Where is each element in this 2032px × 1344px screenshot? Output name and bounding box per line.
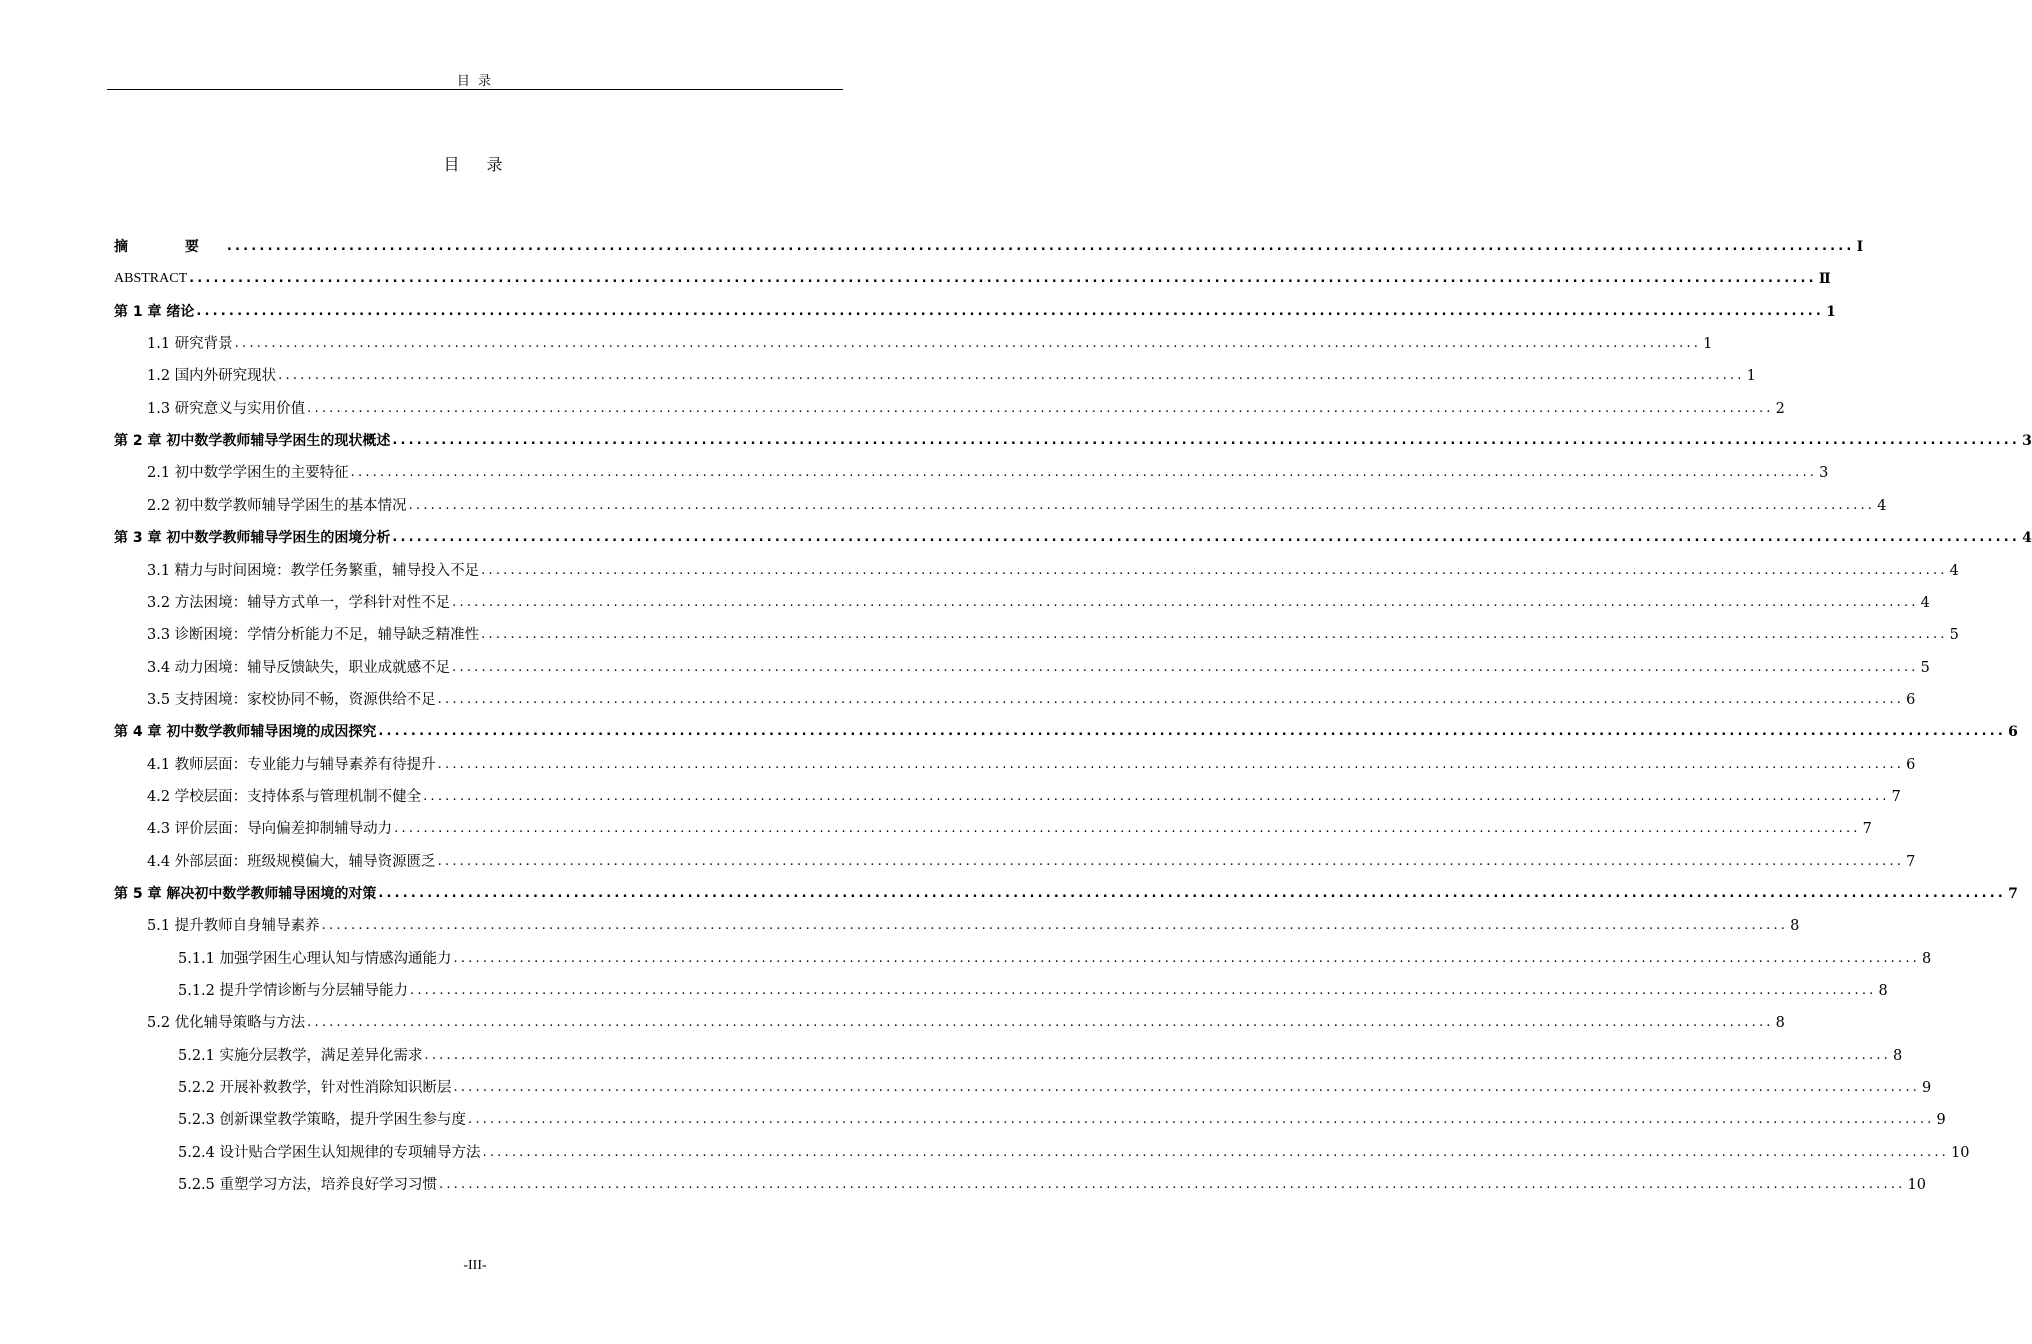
toc-dot-leader: ........................................................................................................................................................................................................ [439,1177,1906,1193]
toc-entry-label: 5.2.1 实施分层教学，满足差异化需求 [178,1047,423,1064]
toc-entry-page: 1 [1826,303,1836,320]
toc-dot-leader: ........................................................................................................................................................................................................ [392,433,2021,449]
toc-entry-label: 1.3 研究意义与实用价值 [147,400,306,417]
toc-dot-leader: ........................................................................................................................................................................................................ [189,271,1817,287]
toc-entry-label: 第 1 章 绪论 [114,303,195,320]
document-title: 目 录 [443,155,507,174]
toc-entry-page: 4 [1877,497,1887,514]
toc-entry[interactable] [178,1074,1932,1098]
toc-entry-label: 5.2.3 创新课堂教学策略，提升学困生参与度 [178,1112,467,1129]
toc-entry-label: 第 2 章 初中数学教师辅导学困生的现状概述 [114,433,391,450]
toc-entry-label: 4.4 外部层面：班级规模偏大，辅导资源匮乏 [147,853,436,870]
toc-entry-label: 摘 要 [114,239,225,255]
toc-dot-leader: ........................................................................................................................................................................................................ [234,336,1702,352]
toc-entry[interactable] [147,589,1930,613]
toc-entry[interactable] [114,880,2018,904]
toc-entry-page: 4 [1920,594,1930,611]
toc-entry-page: 7 [1891,788,1901,805]
toc-entry-label: 3.4 动力困境：辅导反馈缺失，职业成就感不足 [147,659,451,676]
toc-dot-leader: ........................................................................................................................................................................................................ [437,756,1905,772]
toc-dot-leader: ........................................................................................................................................................................................................ [424,1047,1891,1063]
toc-dot-leader: ........................................................................................................................................................................................................ [452,594,1919,610]
toc-dot-leader: ........................................................................................................................................................................................................ [481,562,1948,578]
toc-dot-leader: ........................................................................................................................................................................................................ [226,239,1855,254]
toc-entry-label: 5.2.5 重塑学习方法，培养良好学习习惯 [178,1177,438,1194]
toc-dot-leader: ........................................................................................................................................................................................................ [392,530,2021,546]
toc-dot-leader: ........................................................................................................................................................................................................ [437,853,1905,869]
toc-entry-page: 8 [1892,1047,1903,1064]
toc-entry-label: 4.1 教师层面：专业能力与辅导素养有待提升 [147,756,436,773]
toc-entry-page: 1 [1746,368,1756,385]
toc-entry-label: 4.2 学校层面：支持体系与管理机制不健全 [147,788,422,805]
toc-entry[interactable] [178,1106,1946,1130]
toc-entry-label: 5.1.2 提升学情诊断与分层辅导能力 [178,983,409,1000]
toc-dot-leader: ........................................................................................................................................................................................................ [378,724,2007,740]
toc-entry-page: 8 [1775,1015,1785,1032]
toc-dot-leader: ........................................................................................................................................................................................................ [453,1080,1920,1096]
toc-entry-label: 1.2 国内外研究现状 [147,368,277,385]
toc-dot-leader: ........................................................................................................................................................................................................ [278,368,1745,384]
toc-dot-leader: ........................................................................................................................................................................................................ [481,627,1948,643]
toc-dot-leader: ........................................................................................................................................................................................................ [453,950,1920,966]
running-header: 目 录 [456,74,494,89]
toc-dot-leader: ........................................................................................................................................................................................................ [452,659,1919,675]
toc-entry[interactable] [114,265,1831,289]
header-rule [107,89,843,90]
toc-entry-label: 3.2 方法困境：辅导方式单一，学科针对性不足 [147,594,451,611]
toc-entry-label: 1.1 研究背景 [147,336,233,353]
toc-entry[interactable] [147,654,1930,678]
toc-entry[interactable] [114,233,1864,257]
toc-entry[interactable] [147,912,1800,936]
toc-entry[interactable] [178,1171,1926,1195]
toc-entry-page: 8 [1878,983,1888,1000]
toc-entry-page: 4 [1949,562,1959,579]
toc-entry-page: 7 [1862,821,1872,838]
toc-entry-label: 3.5 支持困境：家校协同不畅，资源供给不足 [147,691,436,708]
toc-entry-label: 5.1 提升教师自身辅导素养 [147,918,320,935]
toc-entry-page: Ⅰ [1856,239,1864,255]
toc-dot-leader: ........................................................................................................................................................................................................ [410,983,1877,999]
toc-entry[interactable] [147,751,1916,775]
toc-entry[interactable] [147,815,1872,839]
toc-dot-leader: ........................................................................................................................................................................................................ [378,886,2007,901]
toc-dot-leader: ........................................................................................................................................................................................................ [482,1144,1949,1160]
toc-entry[interactable] [114,524,2032,548]
toc-entry-page: 7 [1906,853,1916,870]
toc-entry-page: 9 [1936,1112,1946,1129]
toc-entry-page: 2 [1775,400,1785,417]
toc-entry-page: 10 [1950,1144,1970,1161]
toc-entry-label: 第 5 章 解决初中数学教师辅导困境的对策 [114,886,377,902]
toc-entry-page: 8 [1790,918,1800,935]
toc-dot-leader: ........................................................................................................................................................................................................ [196,303,1825,319]
toc-entry-label: 3.3 诊断困境：学情分析能力不足，辅导缺乏精准性 [147,627,480,644]
toc-entry-label: 5.2.4 设计贴合学困生认知规律的专项辅导方法 [178,1144,481,1161]
toc-entry[interactable] [147,330,1713,354]
toc-dot-leader: ........................................................................................................................................................................................................ [468,1112,1935,1128]
toc-dot-leader: ........................................................................................................................................................................................................ [394,821,1861,837]
toc-entry-label: 3.1 精力与时间困境：教学任务繁重，辅导投入不足 [147,562,480,579]
toc-entry[interactable] [114,427,2032,451]
toc-entry[interactable] [114,298,1836,322]
toc-entry[interactable] [178,977,1888,1001]
toc-entry-page: 6 [2008,724,2018,741]
toc-entry-page: Ⅱ [1818,271,1831,288]
toc-entry[interactable] [178,1042,1903,1066]
toc-dot-leader: ........................................................................................................................................................................................................ [408,497,1876,513]
toc-entry[interactable] [147,621,1959,645]
toc-entry-page: 8 [1921,950,1932,967]
toc-entry-label: 5.2.2 开展补救教学，针对性消除知识断层 [178,1080,452,1097]
toc-entry[interactable] [147,395,1785,419]
toc-entry-page: 5 [1949,627,1959,644]
toc-entry[interactable] [147,1009,1785,1033]
toc-entry-page: 5 [1920,659,1930,676]
toc-dot-leader: ........................................................................................................................................................................................................ [307,400,1774,416]
toc-entry-page: 3 [2022,433,2032,450]
toc-entry-label: ABSTRACT [114,271,188,287]
toc-entry[interactable] [147,848,1916,872]
toc-dot-leader: ........................................................................................................................................................................................................ [321,918,1789,934]
toc-dot-leader: ........................................................................................................................................................................................................ [423,788,1890,804]
toc-entry[interactable] [178,945,1932,969]
toc-entry[interactable] [114,718,2018,742]
toc-dot-leader: ........................................................................................................................................................................................................ [437,691,1905,707]
toc-entry-page: 9 [1921,1080,1932,1097]
toc-entry[interactable] [147,492,1887,516]
toc-entry-label: 4.3 评价层面：导向偏差抑制辅导动力 [147,821,393,838]
toc-dot-leader: ........................................................................................................................................................................................................ [307,1015,1774,1031]
toc-entry[interactable] [147,362,1756,386]
toc-entry-page: 4 [2022,530,2032,547]
page-number: -III- [463,1258,487,1273]
toc-entry-page: 6 [1906,691,1916,708]
toc-entry-page: 1 [1703,336,1713,353]
toc-dot-leader: ........................................................................................................................................................................................................ [350,465,1818,481]
toc-entry-label: 2.2 初中数学教师辅导学困生的基本情况 [147,497,407,514]
toc-entry[interactable] [147,459,1829,483]
toc-entry-label: 第 4 章 初中数学教师辅导困境的成因探究 [114,724,377,741]
toc-entry-page: 6 [1906,756,1916,773]
toc-entry[interactable] [147,783,1901,807]
toc-entry-page: 10 [1907,1177,1926,1194]
toc-entry-page: 7 [2008,886,2018,902]
toc-entry-label: 5.1.1 加强学困生心理认知与情感沟通能力 [178,950,452,967]
toc-entry-label: 第 3 章 初中数学教师辅导学困生的困境分析 [114,530,391,547]
toc-entry-label: 5.2 优化辅导策略与方法 [147,1015,306,1032]
toc-entry-label: 2.1 初中数学学困生的主要特征 [147,465,349,482]
toc-entry[interactable] [147,557,1959,581]
toc-entry[interactable] [178,1139,1970,1163]
toc-entry-page: 3 [1819,465,1829,482]
toc-entry[interactable] [147,686,1916,710]
